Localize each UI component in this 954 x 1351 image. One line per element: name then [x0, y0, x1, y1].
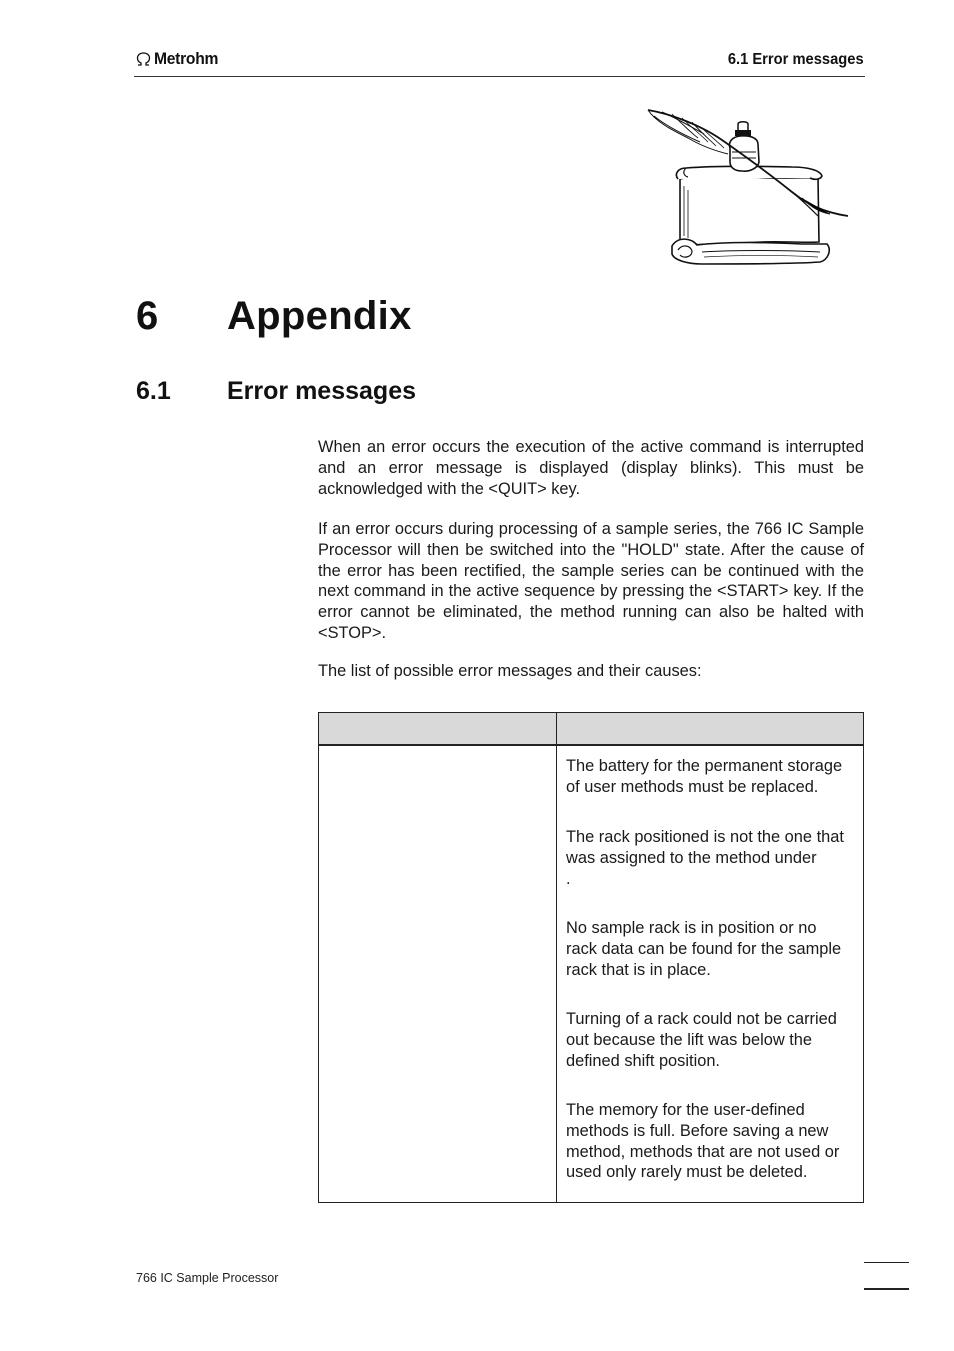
hold-state-paragraph: If an error occurs during processing of a sample series, the 766 IC Sample Processor will then be switched into the "HOLD" state. After the cause of the error has been rectified, the sample series can be continued with the next command in the active sequence by pressing the <START> key. If the error cannot be eliminated, the method running can also be halted with <STOP>.	[318, 520, 864, 642]
table-cause-cell: Turning of a rack could not be carried out because the lift was below the defined shift position.	[566, 1010, 837, 1070]
list-intro-paragraph: The list of possible error messages and their causes:	[318, 662, 702, 680]
footer-product-name: 766 IC Sample Processor	[136, 1271, 279, 1285]
chapter-number: 6	[136, 294, 159, 338]
table-cause-cell: The battery for the permanent storage of user methods must be replaced.	[566, 757, 843, 796]
chapter-heading	[136, 294, 412, 339]
quill-and-scroll-icon	[642, 104, 860, 270]
omega-logo-icon	[136, 52, 151, 67]
intro-paragraph: When an error occurs the execution of the active command is interrupted and an error message is displayed (display blinks). This must be acknowledged with the <QUIT> key.	[318, 438, 864, 498]
running-header-section: 6.1 Error messages	[728, 51, 864, 68]
section-heading	[136, 377, 416, 406]
brand-logo	[136, 49, 224, 69]
table-cause-cell: The rack positioned is not the one that was assigned to the method under .	[566, 828, 908, 888]
footer-rule-bottom	[864, 1288, 909, 1290]
error-messages-table	[318, 712, 908, 1203]
table-column-divider	[556, 713, 557, 1202]
section-title: Error messages	[227, 377, 417, 405]
chapter-title: Appendix	[227, 294, 412, 338]
table-cause-cell: The memory for the user-defined methods is full. Before saving a new method, methods that are not used or used only rarely must be deleted.	[566, 1101, 840, 1182]
section-number: 6.1	[136, 377, 171, 405]
footer-rule-top	[864, 1262, 909, 1263]
brand-name: Metrohm	[154, 49, 219, 68]
table-header-row	[319, 713, 863, 746]
header-rule	[134, 76, 865, 77]
table-cause-cell: No sample rack is in position or no rack data can be found for the sample rack that is in place.	[566, 919, 842, 979]
